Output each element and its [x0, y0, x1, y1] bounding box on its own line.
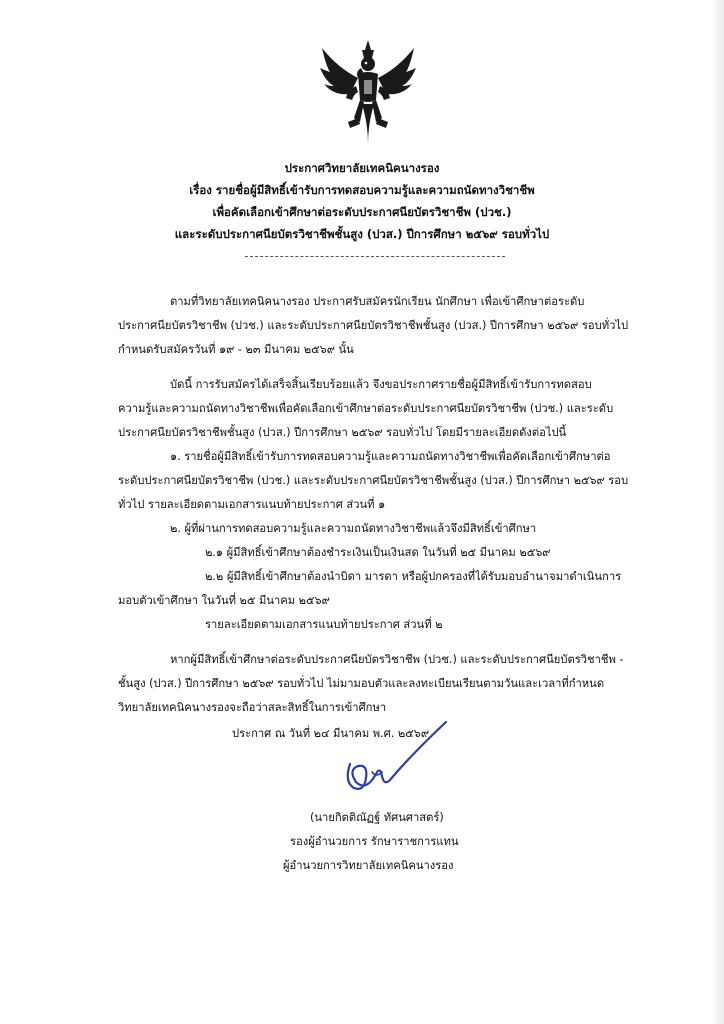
item-2-1: ๒.๑ ผู้มีสิทธิ์เข้าศึกษาต้องชำระเงินเป็นเงินสด ในวันที่ ๒๕ มีนาคม ๒๕๖๙ — [205, 546, 551, 559]
header-subject-line3: และระดับประกาศนียบัตรวิชาชีพชั้นสูง (ปวส.) ปีการศึกษา ๒๕๖๙ รอบทั่วไป — [174, 227, 550, 241]
item-1-line-3: ทั่วไป รายละเอียดตามเอกสารแนบท้ายประกาศ ส่วนที่ ๑ — [118, 498, 386, 511]
signatory-position-1: รองผู้อำนวยการ รักษาราชการแทน — [290, 835, 459, 848]
paragraph-1-line-3: กำหนดรับสมัครวันที่ ๑๙ - ๒๓ มีนาคม ๒๕๖๙ นั้น — [118, 343, 354, 356]
item-2-2-line-3: รายละเอียดตามเอกสารแนบท้ายประกาศ ส่วนที่ ๒ — [205, 618, 443, 631]
header-title: ประกาศวิทยาลัยเทคนิคนางรอง — [284, 161, 440, 175]
item-2: ๒. ผู้ที่ผ่านการทดสอบความรู้และความถนัดทางวิชาชีพแล้วจึงมีสิทธิ์เข้าศึกษา — [170, 522, 537, 535]
announcement-date: ประกาศ ณ วันที่ ๒๔ มีนาคม พ.ศ. ๒๕๖๙ — [232, 727, 430, 740]
header-subject-line2: เพื่อคัดเลือกเข้าศึกษาต่อระดับประกาศนียบัตรวิชาชีพ (ปวช.) — [212, 205, 512, 219]
scan-edge-shadow — [712, 0, 724, 1024]
signatory-name: (นายกิตติณัฏฐ์ ทัศนศาสตร์) — [310, 811, 444, 824]
item-2-2-line-1: ๒.๒ ผู้มีสิทธิ์เข้าศึกษาต้องนำบิดา มารดา หรือผู้ปกครองที่ได้รับมอบอำนาจมาดำเนินการ — [205, 570, 622, 583]
paragraph-1-line-2: ประกาศนียบัตรวิชาชีพ (ปวช.) และระดับประกาศนียบัตรวิชาชีพชั้นสูง (ปวส.) ปีการศึกษา ๒๕๖๙ รอบทั่วไป — [118, 319, 629, 332]
paragraph-2-line-1: บัดนี้ การรับสมัครได้เสร็จสิ้นเรียบร้อยแล้ว จึงขอประกาศรายชื่อผู้มีสิทธิ์เข้ารับการทดสอบ — [170, 378, 592, 391]
paragraph-3-line-3: วิทยาลัยเทคนิคนางรองจะถือว่าสละสิทธิ์ในการเข้าศึกษา — [118, 701, 387, 714]
handwritten-signature-icon — [332, 712, 472, 802]
paragraph-1-line-1: ตามที่วิทยาลัยเทคนิคนางรอง ประกาศรับสมัครนักเรียน นักศึกษา เพื่อเข้าศึกษาต่อระดับ — [170, 295, 585, 308]
header-divider — [245, 256, 505, 257]
paragraph-2-line-2: ความรู้และความถนัดทางวิชาชีพเพื่อคัดเลือกเข้าศึกษาต่อระดับประกาศนียบัตรวิชาชีพ (ปวช.) และระดับ — [118, 402, 614, 415]
item-2-2-line-2: มอบตัวเข้าศึกษา ในวันที่ ๒๕ มีนาคม ๒๕๖๙ — [118, 594, 330, 607]
item-1-line-1: ๑. รายชื่อผู้มีสิทธิ์เข้ารับการทดสอบความรู้และความถนัดทางวิชาชีพเพื่อคัดเลือกเข้าศึกษาต่อ — [170, 450, 611, 463]
paragraph-3-line-2: ชั้นสูง (ปวส.) ปีการศึกษา ๒๕๖๙ รอบทั่วไป ไม่มามอบตัวและลงทะเบียนเรียนตามวันและเวลาที่กำหนด — [118, 677, 605, 690]
paragraph-3-line-1: หากผู้มีสิทธิ์เข้าศึกษาต่อระดับประกาศนียบัตรวิชาชีพ (ปวช.) และระดับประกาศนียบัตรวิชาชีพ - — [170, 653, 624, 666]
signatory-position-2: ผู้อำนวยการวิทยาลัยเทคนิคนางรอง — [283, 859, 454, 872]
header-subject: เรื่อง รายชื่อผู้มีสิทธิ์เข้ารับการทดสอบความรู้และความถนัดทางวิชาชีพ — [189, 183, 535, 197]
garuda-emblem-icon — [318, 38, 418, 148]
item-1-line-2: ระดับประกาศนียบัตรวิชาชีพ (ปวช.) และระดับประกาศนียบัตรวิชาชีพชั้นสูง (ปวส.) ปีการศึกษา ๒๕๖๙ รอบ — [118, 474, 629, 487]
paragraph-2-line-3: ประกาศนียบัตรวิชาชีพชั้นสูง (ปวส.) ปีการศึกษา ๒๕๖๙ รอบทั่วไป โดยมีรายละเอียดดังต่อไปนี้ — [118, 426, 567, 439]
